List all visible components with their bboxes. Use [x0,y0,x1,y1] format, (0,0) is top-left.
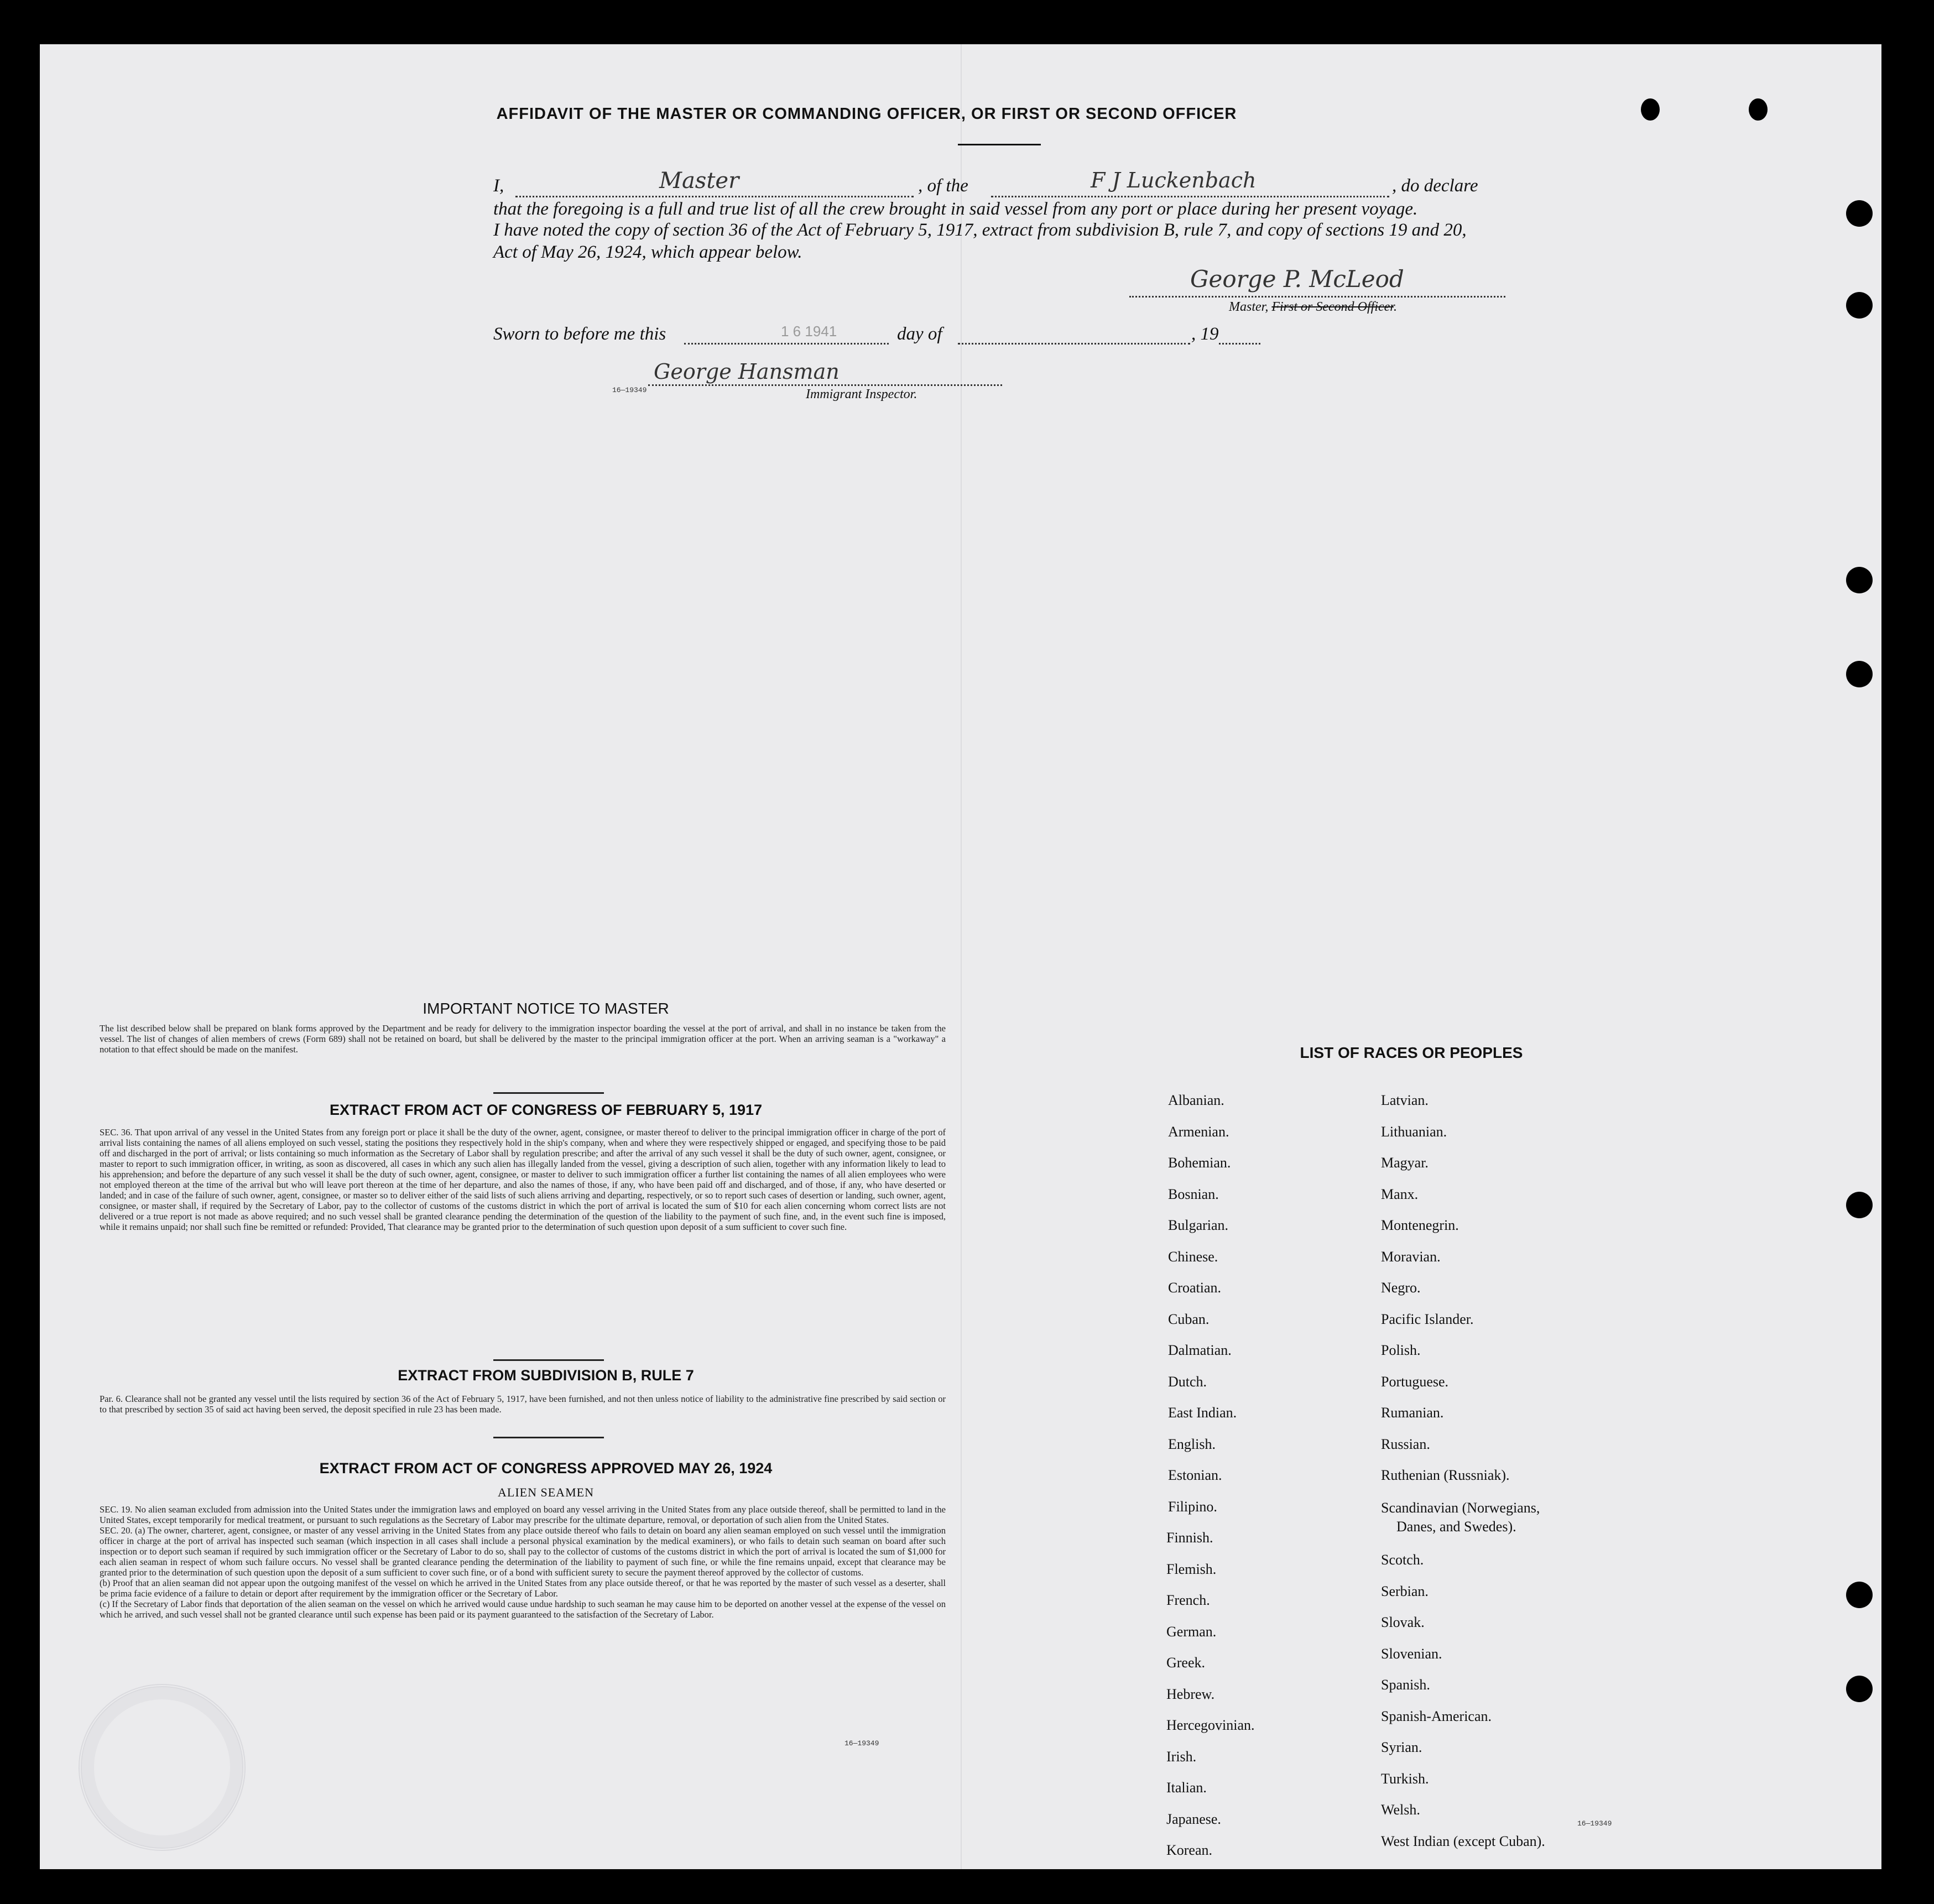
title-rule [958,144,1041,145]
section-rule [493,1092,604,1094]
section-20c: (c) If the Secretary of Labor finds that deportation of the alien seaman on the vessel on which he arrived would cause undue hardship to such seaman he may cause him to be deported on another vessel at the expense of the vessel on which he arrived, and such vessel shall not be granted clearance until such expense has been paid or its payment guaranteed to the satisfaction of the Secretary of Labor. [100,1599,946,1620]
race-item: Albanian. [1168,1092,1224,1108]
role-handwriting: Master [659,168,739,194]
section-20a: SEC. 20. (a) The owner, charterer, agent, consignee, or master of any vessel arriving in the United States from any place outside thereof who fails to detain on board any alien seaman employed on such vessel until the immigration officer in charge at the port of arrival has inspected such seaman (which inspection in all cases shall include a personal physical examination by the medical examiners), or who fails to detain such seaman on board after such inspection or to deport such seaman if required by such immigration officer or the Secretary of Labor to do so, shall pay to the collector of customs of the customs district in which the port of arrival is located the sum of $1,000 for each alien seaman in respect of whom such failure occurs. No vessel shall be granted clearance pending the determination of the liability to payment of such fine, or while the fine remains unpaid, except that clearance may be granted prior to the determination of such question upon the deposit of a sum sufficient to cover such fine, or of a bond with sufficient surety to secure the payment thereof approved by the collector of customs. [100,1525,946,1578]
extract-1924-title: EXTRACT FROM ACT OF CONGRESS APPROVED MAY 26, 1924 [319,1460,773,1477]
race-item: Negro. [1381,1280,1421,1296]
affidavit-statement-2: I have noted the copy of section 36 of the Act of February 5, 1917, extract from subdivision B, rule 7, and copy of sections 19 and 20, [493,220,1467,240]
extract-rule7-body: Par. 6. Clearance shall not be granted any vessel until the lists required by section 36 of the Act of February 5, 1917, have been furnished, and not then unless notice of liability to the administrative fine prescribed by said section or to that prescribed by section 35 of said act having been served, the deposit specified in rule 23 has been made. [100,1394,946,1415]
race-item: Turkish. [1381,1770,1429,1787]
vessel-handwriting: F J Luckenbach [1091,168,1257,192]
race-item: Danes, and Swedes). [1396,1518,1516,1535]
race-item: Portuguese. [1381,1373,1449,1390]
race-item: Cuban. [1168,1311,1210,1327]
race-item: Hercegovinian. [1166,1717,1255,1733]
race-item: Bosnian. [1168,1186,1219,1202]
punch-hole [1846,1676,1873,1702]
race-item: Bulgarian. [1168,1217,1229,1233]
race-item: Slovak. [1381,1614,1425,1631]
embossed-seal [79,1684,246,1851]
affidavit-title: AFFIDAVIT OF THE MASTER OR COMMANDING OFFICER, OR FIRST OR SECOND OFFICER [496,105,1237,123]
race-item: Armenian. [1168,1123,1229,1140]
race-item: East Indian. [1168,1405,1237,1421]
section-20b: (b) Proof that an alien seaman did not appear upon the outgoing manifest of the vessel on which he arrived in the United States from any place outside thereof, or that he was reported by the master of such vessel as a deserter, shall be prima facie evidence of a failure to detain or deport after requirement by the immigration officer or the Secretary of Labor. [100,1578,946,1599]
race-item: Greek. [1166,1655,1206,1671]
section-rule [493,1359,604,1361]
do-declare-label: , do declare [1392,176,1478,196]
notice-title: IMPORTANT NOTICE TO MASTER [423,1000,669,1017]
race-item: Flemish. [1166,1561,1217,1577]
affidavit-statement-1: that the foregoing is a full and true list of all the crew brought in said vessel from any port or place during her present voyage. [493,199,1418,219]
race-item: French. [1166,1592,1210,1608]
extract-1924-subtitle: ALIEN SEAMEN [498,1485,594,1499]
inspector-caption: Immigrant Inspector. [806,387,918,401]
extract-rule7-title: EXTRACT FROM SUBDIVISION B, RULE 7 [398,1367,694,1384]
race-item: Dalmatian. [1168,1342,1232,1358]
race-item: Welsh. [1381,1802,1420,1818]
punch-hole [1846,200,1873,227]
year-label: , 19 [1191,324,1219,344]
signature-caption [1229,300,1397,315]
of-the-label: , of the [918,176,968,196]
race-item: Pacific Islander. [1381,1311,1474,1327]
punch-hole [1846,567,1873,593]
races-title: LIST OF RACES OR PEOPLES [1300,1044,1523,1061]
race-item: Japanese. [1166,1811,1221,1827]
caption-master: Master, [1229,300,1272,314]
affidavit-statement-3: Act of May 26, 1924, which appear below. [493,242,802,262]
race-item: Syrian. [1381,1739,1422,1756]
race-item: Rumanian. [1381,1405,1444,1421]
caption-struck: First or Second Officer [1271,300,1394,314]
race-item: Magyar. [1381,1155,1429,1171]
document-page [40,44,1881,1869]
sworn-year-field [1219,324,1260,345]
races-form-code: 16—19349 [1577,1819,1612,1828]
master-signature-line [1129,296,1505,298]
punch-hole [1846,1192,1873,1218]
race-item: Ruthenian (Russniak). [1381,1467,1510,1483]
race-item: Chinese. [1168,1248,1218,1265]
race-item: Russian. [1381,1436,1430,1452]
race-item: Scandinavian (Norwegians, [1381,1499,1540,1516]
affidavit-form-code: 16—19349 [612,386,647,394]
race-item: Moravian. [1381,1248,1441,1265]
date-stamp: 1 6 1941 [781,323,837,340]
race-item: Montenegrin. [1381,1217,1459,1233]
race-item: Spanish-American. [1381,1708,1492,1724]
race-item: Bohemian. [1168,1155,1231,1171]
extract-1917-title: EXTRACT FROM ACT OF CONGRESS OF FEBRUARY 5, 1917 [329,1102,763,1118]
race-item: Dutch. [1168,1373,1207,1390]
race-item: Finnish. [1166,1530,1213,1546]
section-19: SEC. 19. No alien seaman excluded from admission into the United States under the immigration laws and employed on board any vessel arriving in the United States from any place outside thereof, shall be permitted to land in the United States, except temporarily for medical treatment, or pursuant to such regulations as the Secretary of Labor may prescribe for the ultimate departure, removal, or deportation of such alien from the United States. [100,1504,946,1525]
race-item: Croatian. [1168,1280,1222,1296]
master-signature: George P. McLeod [1190,265,1404,293]
inspector-signature: George Hansman [654,359,840,384]
race-item: Spanish. [1381,1677,1430,1693]
race-item: Serbian. [1381,1583,1429,1599]
extract-1917-body: SEC. 36. That upon arrival of any vessel in the United States from any foreign port or place it shall be the duty of the owner, agent, consignee, or master thereof to deliver to the principal immigration officer in charge of the port of arrival lists containing the names of all aliens employed on such vessel, stating the positions they respectively hold in the ship's company, when and where they were respectively shipped or engaged, and specifying those to be paid off and discharged in the port of arrival; or lists containing so much information as the Secretary of Labor shall by regulation prescribe; and after the arrival of any such vessel it shall be the duty of such owner, agent, consignee, or master to report to such immigration officer, in writing, as soon as discovered, all cases in which any such alien has illegally landed from the vessel, giving a description of such alien, together with any information likely to lead to his apprehension; and before the departure of any such vessel it shall be the duty of such owner, agent, consignee, or master to deliver to such immigration officer a further list containing the names of all alien employees who were not employed thereon at the time of the arrival but who will leave port thereon at the time of her departure, and also the names of those, if any, who have been paid off and discharged, and of those, if any, who have deserted or landed; and in case of the failure of such owner, agent, consignee, or master so to deliver either of the said lists of such aliens arriving and departing, respectively, or so to report such cases of desertion or landing, such owner, agent, consignee, or master shall, if required by the Secretary of Labor, pay to the collector of customs of the customs district in which the port of arrival is located the sum of $10 for each alien concerning whom correct lists are not delivered or a true report is not made as above required; and no such vessel shall be granted clearance pending the determination of the question of the liability to the payment of such fine, and, in the event such fine is imposed, while it remains unpaid; nor shall such fine be remitted or refunded: Provided, That clearance may be granted prior to the determination of such question upon deposit of a sum sufficient to cover such fine. [100,1127,946,1232]
caption-period: . [1393,300,1397,314]
punch-hole [1846,292,1873,319]
notice-body: The list described below shall be prepared on blank forms approved by the Department and be ready for delivery to the immigration inspector boarding the vessel at the port of arrival, and shall in no instance be taken from the vessel. The list of changes of alien members of crews (Form 689) shall not be retained on board, but shall be delivered by the master to the principal immigration officer at the port. When an arriving seaman is a "workaway" a notation to that effect should be made on the manifest. [100,1023,946,1055]
page-fold [961,44,962,1869]
race-item: Hebrew. [1166,1686,1215,1702]
sworn-month-field [958,324,1190,345]
day-of-label: day of [897,324,942,344]
race-item: Filipino. [1168,1498,1217,1515]
punch-hole [1846,661,1873,687]
race-item: Irish. [1166,1748,1197,1765]
inspector-signature-line [648,384,1002,386]
race-item: Lithuanian. [1381,1123,1447,1140]
section-rule [493,1437,604,1438]
race-item: Manx. [1381,1186,1419,1202]
extract-1924-body [100,1504,946,1620]
affidavit-declaration-line [493,168,1533,200]
race-item: Italian. [1166,1780,1207,1796]
race-item: German. [1166,1623,1217,1640]
sworn-label: Sworn to before me this [493,324,666,344]
race-item: Polish. [1381,1342,1421,1358]
race-item: Estonian. [1168,1467,1222,1483]
i-label: I, [493,176,504,196]
race-item: Korean. [1166,1842,1213,1858]
extract-form-code: 16—19349 [845,1739,879,1747]
race-item: Scotch. [1381,1552,1424,1568]
race-item: Latvian. [1381,1092,1429,1108]
punch-hole [1749,98,1768,121]
sworn-line [493,324,1323,348]
punch-hole [1846,1582,1873,1608]
race-item: West Indian (except Cuban). [1381,1833,1545,1849]
race-item: English. [1168,1436,1216,1452]
race-item: Slovenian. [1381,1645,1442,1662]
